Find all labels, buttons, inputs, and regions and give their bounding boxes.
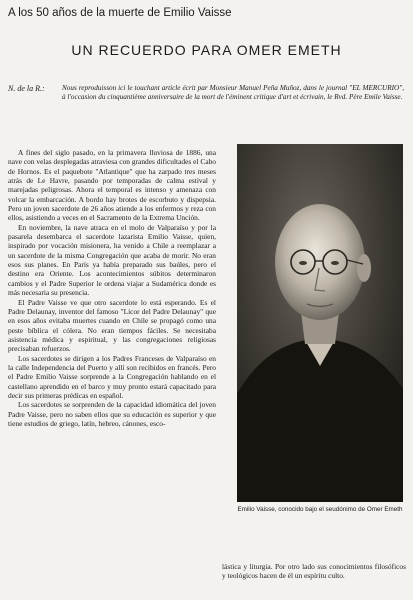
portrait-illustration — [237, 144, 403, 502]
body-paragraph: Los sacerdotes se dirigen a los Padres Franceses de Valparaíso en la calle Independencia del Puerto y allí son recibidos en francés. Pero el Padre Emilio Vaisse sorprende a la Congregación hablando en el castellano aprendido en el barco y muy pronto estará capacitado para decir sus primeras prédicas en español. — [8, 353, 216, 400]
editor-note-label: N. de la R.: — [8, 84, 45, 93]
photo-caption: Emilio Vaisse, conocido bajo el seudónimo de Omer Emeth — [237, 506, 403, 513]
body-paragraph: En noviembre, la nave atraca en el molo de Valparaíso y por la pasarela desembarca el sacerdote lazarista Emilio Vaisse, quien, inspirado por vocación misionera, ha venido a Chile a reemplazar a un sacerdote de la misma Congregación que acaba de morir. No eran esos sus planes. En París ya había preparado sus baúles, pero el destino era Oriente. Los acontecimientos súbitos determinaron cambios y el Padre Superior le ordena viajar a Sudamérica donde es más necesaria su presencia. — [8, 222, 216, 298]
body-paragraph: Los sacerdotes se sorprenden de la capacidad idiomática del joven Padre Vaisse, pero no saben ellos que su educación es superior y que tiene estudios de griego, latín, hebreo, cánones, esco- — [8, 400, 216, 428]
article-body-column — [8, 148, 216, 596]
body-paragraph: El Padre Vaisse ve que otro sacerdote lo está esperando. Es el Padre Delaunay, inventor del famoso "Licor del Padre Delaunay" que en esos años evitaba muertes cuando en Chile se propagó como una peste bíblica el cólera. No eran tiempos fáciles. Se necesitaba asistencia médica y espiritual, y las congregaciones religiosas precisaban refuerzos. — [8, 297, 216, 354]
editor-note-text: Nous reproduisson ici le touchant article écrit par Monsieur Manuel Peña Muñoz, dans le journal "EL MERCURIO", à l'occasion du cinquantième anniversaire de la mort de l'éminent critique d'art et écrivain, le Rvd. Père Emile Vaisse. — [62, 84, 404, 102]
portrait-photo — [237, 144, 403, 502]
article-title: UN RECUERDO PARA OMER EMETH — [71, 42, 342, 58]
body-paragraph: A fines del siglo pasado, en la primavera lluviosa de 1886, una nave con velas desplegadas atraviesa con grandes dificultades el Cabo de Hornos. Es el paquebote "Atlantique" que ha zarpado tres meses atrás de Le Havre, pasando por temporadas de calma estival y marejadas peligrosas. Ahora el temporal es intenso y amenaza con volcar la embarcación. A bordo hay brotes de escorbuto y dispepsia. Pero un joven sacerdote de 26 años atiende a los enfermos y reza con ellos, asistiendo a veces en el Sacramento de la Extrema Unción. — [8, 148, 216, 223]
headline: A los 50 años de la muerte de Emilio Vaisse — [8, 7, 232, 19]
article-body-continuation: lástica y liturgia. Por otro lado sus conocimientos filosóficos y teológicos hacen de él un espíritu culto. — [222, 562, 406, 581]
